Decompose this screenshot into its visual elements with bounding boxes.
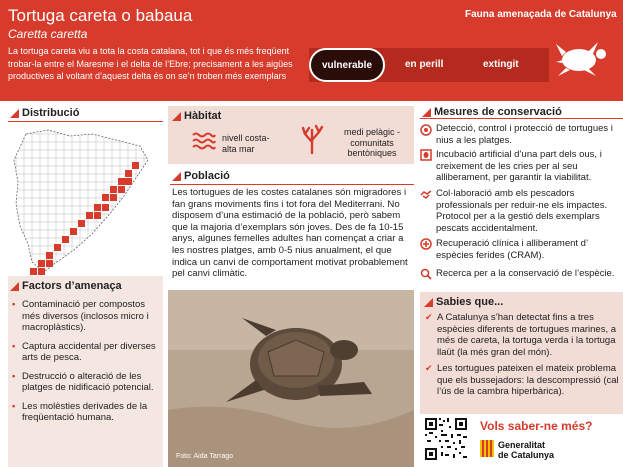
page-title: Tortuga careta o babaua	[8, 6, 193, 25]
threats-list	[12, 299, 160, 431]
list-item: • Contaminació per compostos més diversos (inclosos micro i macroplàstics).	[12, 299, 160, 334]
population-heading: Població	[170, 170, 230, 182]
conservation-heading: Mesures de conservació	[420, 106, 562, 118]
status-level-en-perill: en perill	[405, 59, 444, 70]
waves-icon	[192, 132, 216, 150]
conservation-rule	[420, 118, 623, 119]
photo-credit: Foto: Aida Tarrago	[176, 453, 234, 460]
fauna-label: Fauna amenaçada de Catalunya	[465, 9, 617, 20]
conservation-item: Recuperació clínica i alliberament d’ espècies ferides (CRAM).	[436, 238, 588, 261]
generalitat-name	[498, 440, 554, 460]
conservation-item: Incubació artificial d’una part dels ous, i creixement de les cries per al seu alliberament, per garantir la viabilitat.	[436, 149, 602, 183]
coral-icon	[300, 124, 324, 154]
qr-code[interactable]	[423, 416, 469, 462]
distribution-map	[8, 126, 163, 276]
habitat-level: nivell costa-alta mar	[222, 133, 270, 154]
handshake-icon	[420, 188, 432, 200]
list-item: • Destrucció o alteració de les platges de nidificació potencial.	[12, 371, 160, 394]
medical-icon	[420, 238, 432, 250]
conservation-item: Col·laboració amb els pescadors professionals per reduir-ne els impactes. Protocol per a la gestió dels exemplars pescats accidentalment.	[436, 188, 608, 234]
generalitat-logo-icon	[480, 440, 494, 457]
gov-line-1: Generalitat	[498, 440, 546, 450]
more-info-link[interactable]: Vols saber-ne més?	[480, 419, 593, 433]
target-icon	[420, 124, 432, 136]
distribution-rule	[8, 121, 163, 122]
habitat-heading: Hàbitat	[170, 110, 221, 122]
gov-line-2: de Catalunya	[498, 450, 555, 460]
facts-heading: Sabies que...	[422, 296, 503, 308]
list-item: ✔ Les tortugues pateixen el mateix problema que els bussejadors: la descompressió (cal l’ús de la cambra hiperbàrica).	[425, 363, 620, 398]
list-item: • Les molèsties derivades de la freqüentació humana.	[12, 401, 160, 424]
conservation-item: Recerca per a la conservació de l’espècie.	[436, 268, 615, 279]
intro-text: La tortuga careta viu a tota la costa catalana, tot i que és més freqüent trobar-la entre el Maresme i el delta de l’Ebre; precisament a les aigües productives al voltant d’aquest delta és on se’n troben més exemplars	[8, 46, 293, 81]
incubation-icon	[420, 149, 432, 161]
conservation-item: Detecció, control i protecció de tortugues i nius a les platges.	[436, 123, 613, 146]
habitat-medium: medi pelàgic - comunitats bentòniques	[343, 127, 401, 158]
turtle-photo	[168, 290, 414, 467]
turtle-icon	[552, 38, 610, 80]
list-item: ✔ A Catalunya s’han detectat fins a tres espècies diferents de tortugues marines, a més de careta, la tortuga verda i la tortuga llaüt (la més gran del món).	[425, 312, 620, 358]
list-item: • Captura accidental per diverses arts de pesca.	[12, 341, 160, 364]
status-current-badge: vulnerable	[309, 48, 385, 82]
population-rule	[170, 184, 414, 185]
research-icon	[420, 268, 432, 280]
facts-list	[425, 312, 620, 403]
distribution-heading: Distribució	[8, 107, 79, 119]
scientific-name: Caretta caretta	[8, 27, 88, 41]
status-level-extingit: extingit	[483, 59, 519, 70]
population-text: Les tortugues de les costes catalanes són migradores i fan grans moviments fins i tot fora del Mediterrani. No disposem d’una estimació de la població, però sabem que la majoria d’exemplars són joves. Des de fa 10-15 anys, algunes femelles adultes han començat a criar a les nostres platges, amb 0-5 nius anualment, el que indica un canvi de comportament motivat probablement pel canvi climàtic.	[172, 187, 408, 280]
threats-heading: Factors d’amenaça	[8, 280, 122, 292]
